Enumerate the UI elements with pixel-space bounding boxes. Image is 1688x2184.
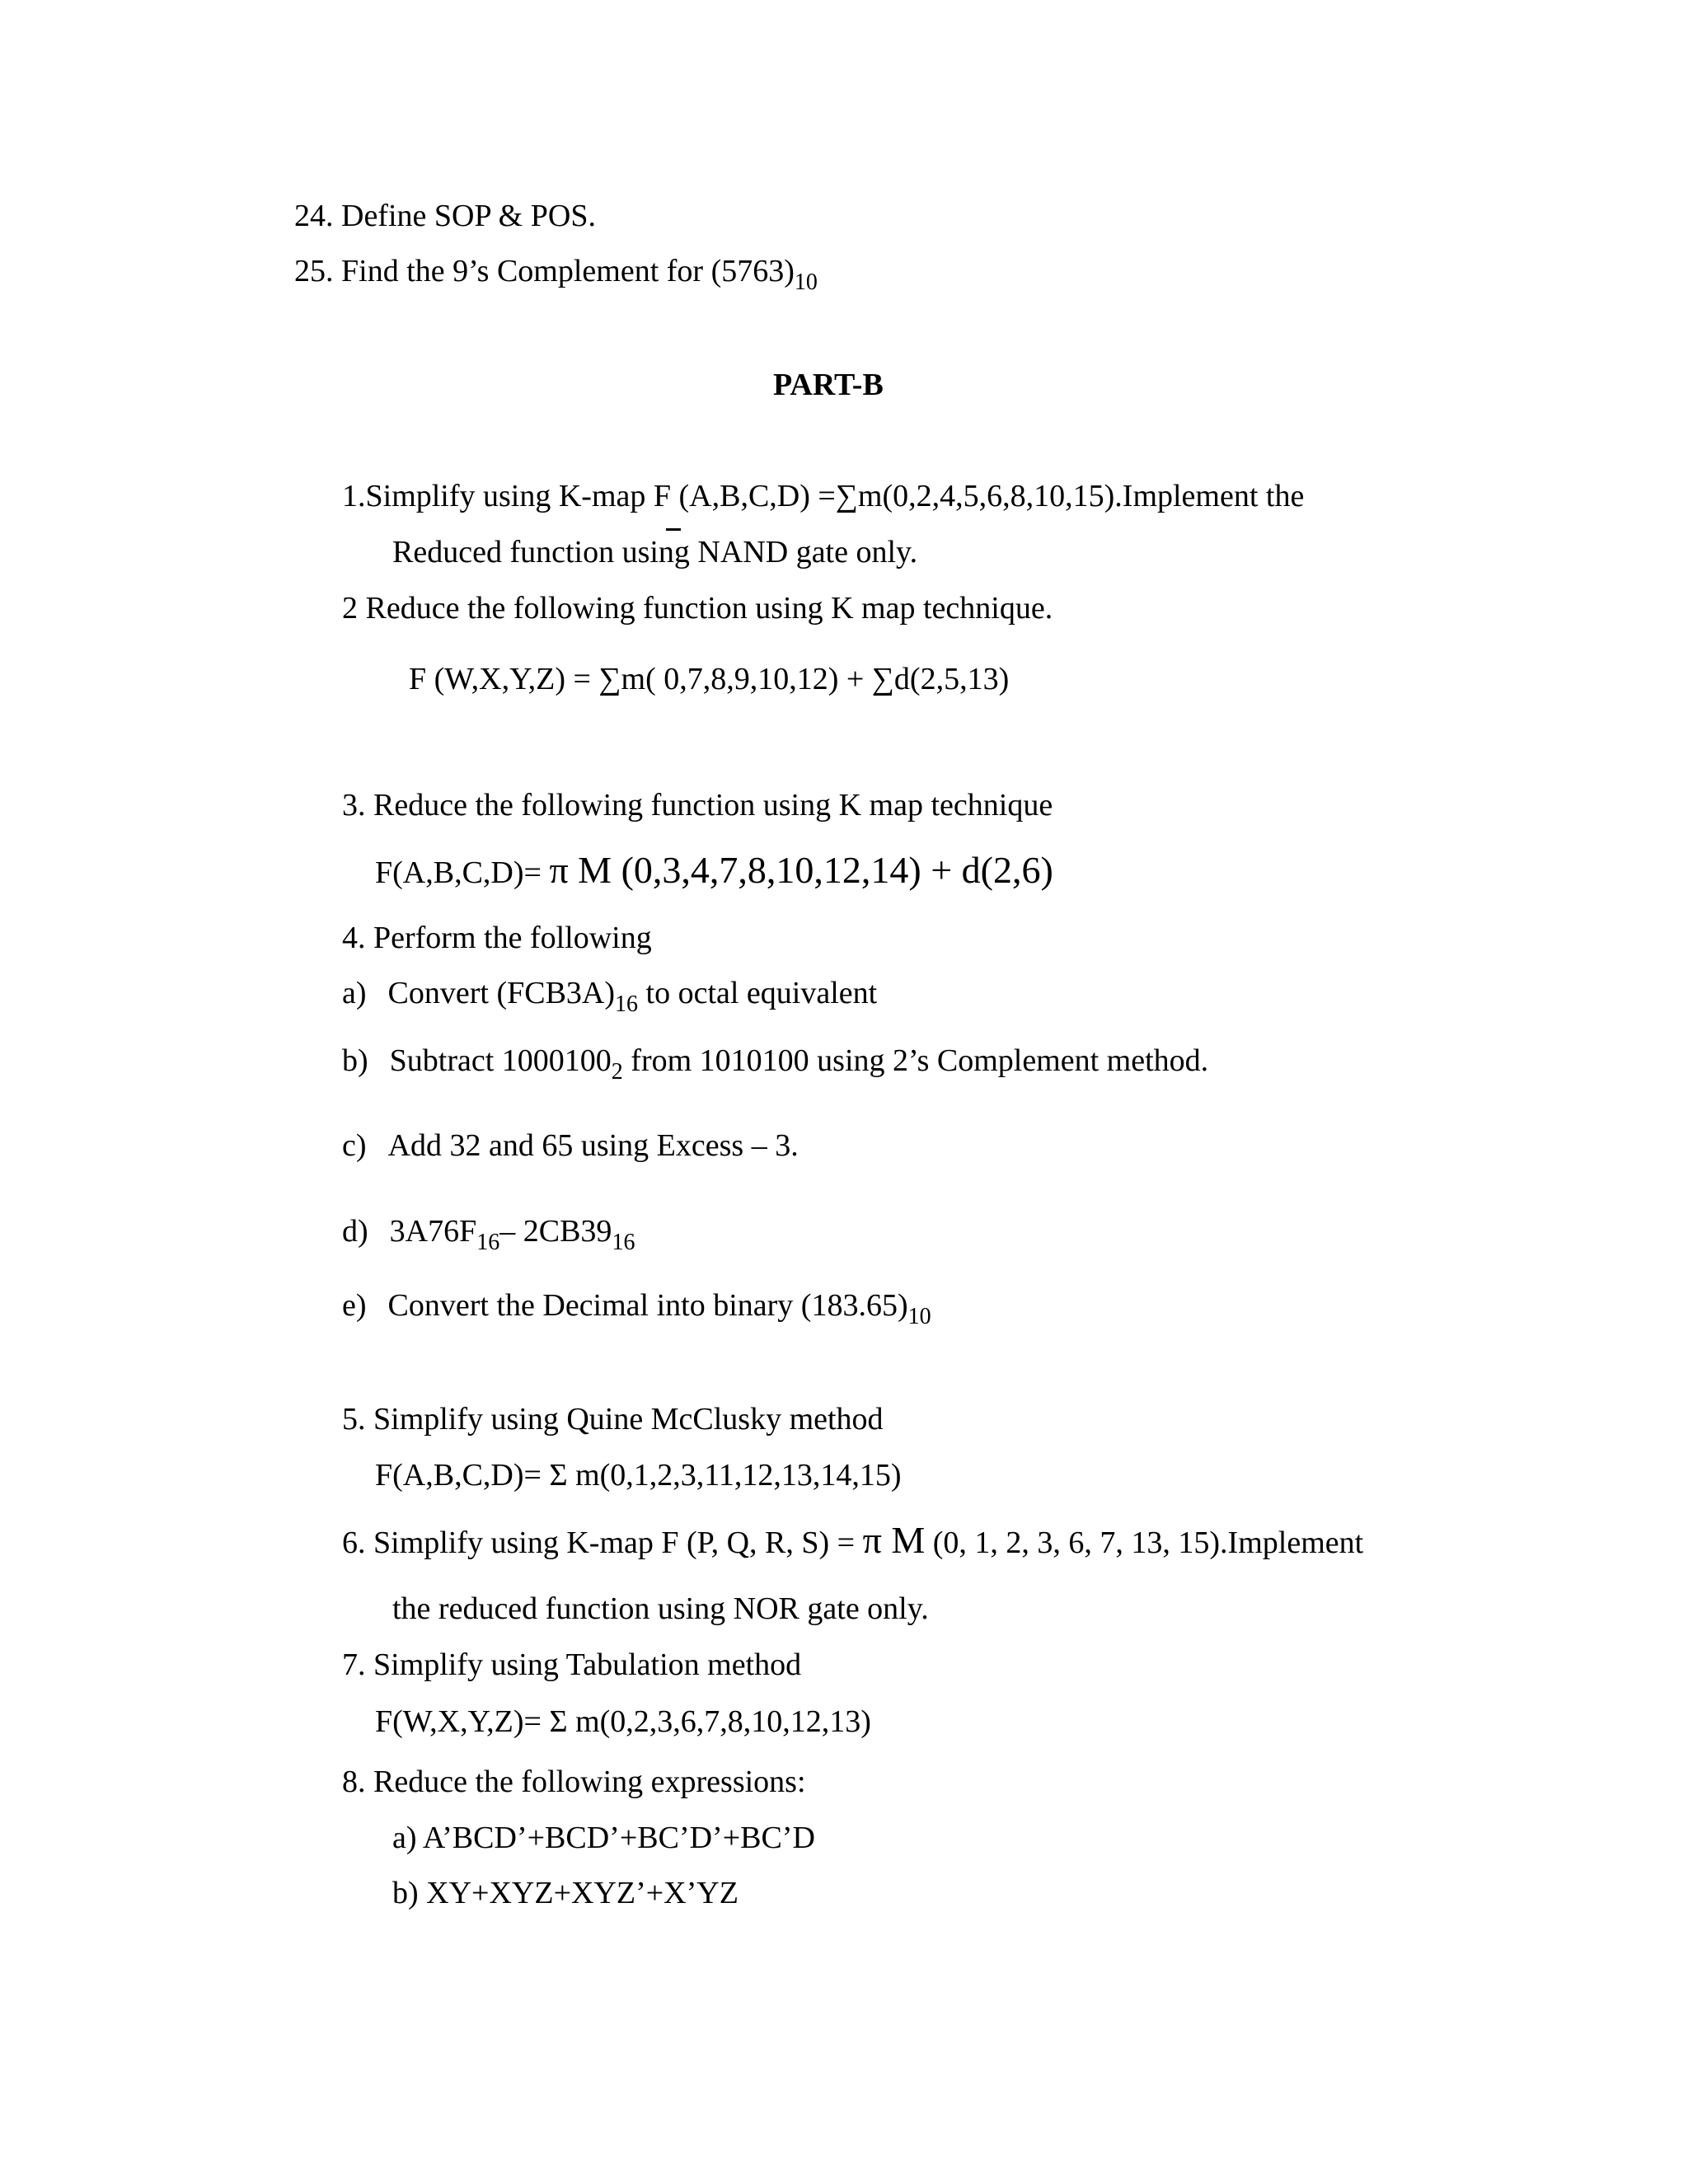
question-5-line-1: [342, 1401, 884, 1437]
question-4-a-post: to octal equivalent: [638, 976, 878, 1010]
question-4-e-pre: Convert the Decimal into binary (183.65): [387, 1288, 908, 1323]
question-4-b-label: b): [342, 1043, 368, 1078]
question-4-d-label: d): [342, 1214, 368, 1249]
question-5-text-1: 5. Simplify using Quine McClusky method: [342, 1402, 884, 1436]
question-24-text: 24. Define SOP & POS.: [294, 199, 596, 233]
question-4-title-text: 4. Perform the following: [342, 921, 652, 955]
question-4-d-base-2: 16: [612, 1230, 635, 1255]
question-3-expression: π M (0,3,4,7,8,10,12,14) + d(2,6): [549, 849, 1053, 891]
question-3-line-1: [342, 787, 1053, 823]
question-8-title: [342, 1764, 806, 1800]
part-b-heading-text: PART-B: [773, 368, 884, 402]
question-6-symbol: π M: [862, 1519, 926, 1561]
question-4-a-base: 16: [615, 991, 639, 1017]
question-6-post: (0, 1, 2, 3, 6, 7, 13, 15).Implement: [925, 1526, 1364, 1560]
question-2-text-2: F (W,X,Y,Z) = ∑m( 0,7,8,9,10,12) + ∑d(2,5,13): [409, 662, 1010, 696]
question-6-line-2: [392, 1591, 929, 1627]
question-7-line-2: [375, 1704, 871, 1740]
question-4-d-mid: – 2CB39: [499, 1214, 612, 1249]
question-5-text-2: F(A,B,C,D)= Σ m(0,1,2,3,11,12,13,14,15): [375, 1458, 902, 1493]
question-4-e-base: 10: [907, 1304, 931, 1329]
question-6-line-1: [342, 1519, 1364, 1561]
question-25: [294, 253, 818, 293]
question-6-pre: 6. Simplify using K-map F (P, Q, R, S) =: [342, 1526, 863, 1560]
question-4-c-label: c): [342, 1128, 367, 1163]
question-3-line-2: [375, 849, 1053, 891]
question-2-line-2: [409, 661, 1009, 697]
question-3-prefix: F(A,B,C,D)=: [375, 855, 542, 890]
question-4-c: [342, 1127, 799, 1164]
question-4-title: [342, 920, 652, 956]
question-4-b-post: from 1010100 using 2’s Complement method.: [622, 1043, 1209, 1078]
question-4-d-base-1: 16: [476, 1230, 500, 1255]
question-8-a-text: a) A’BCD’+BCD’+BC’D’+BC’D: [392, 1821, 815, 1855]
question-4-e-label: e): [342, 1288, 367, 1323]
question-7-text-1: 7. Simplify using Tabulation method: [342, 1647, 802, 1682]
question-25-base: 10: [794, 269, 818, 295]
question-4-a: [342, 975, 877, 1015]
question-4-d: [342, 1213, 635, 1253]
question-1-text-1: 1.Simplify using K-map F (A,B,C,D) =∑m(0,2,4,5,6,8,10,15).Implement the: [342, 479, 1305, 513]
question-24: [294, 198, 596, 234]
question-2-line-1: [342, 590, 1053, 626]
question-8-a: [392, 1820, 815, 1856]
question-8-b-text: b) XY+XYZ+XYZ’+X’YZ: [392, 1876, 738, 1910]
part-b-heading: [773, 367, 884, 403]
question-4-e: [342, 1287, 931, 1327]
question-4-a-pre: Convert (FCB3A): [387, 976, 616, 1010]
question-1-line-2: [392, 534, 917, 570]
question-4-b-pre: Subtract 1000100: [389, 1043, 612, 1078]
question-2-text-1: 2 Reduce the following function using K map technique.: [342, 591, 1053, 626]
question-4-d-pre: 3A76F: [389, 1214, 477, 1249]
question-1-text-2: Reduced function using NAND gate only.: [392, 535, 918, 569]
question-1-line-1: [342, 478, 1304, 514]
question-3-text-1: 3. Reduce the following function using K map technique: [342, 788, 1053, 823]
question-8-b: [392, 1875, 738, 1911]
overbar-mark: [666, 528, 681, 531]
question-4-b: [342, 1043, 1209, 1085]
question-5-line-2: [375, 1457, 902, 1493]
question-7-text-2: F(W,X,Y,Z)= Σ m(0,2,3,6,7,8,10,12,13): [375, 1704, 871, 1739]
question-4-a-label: a): [342, 976, 367, 1010]
question-4-c-text: Add 32 and 65 using Excess – 3.: [387, 1128, 799, 1163]
question-6-text-2: the reduced function using NOR gate only.: [392, 1591, 929, 1626]
question-25-text: 25. Find the 9’s Complement for (5763): [294, 254, 795, 288]
question-4-b-base: 2: [611, 1059, 623, 1085]
question-8-title-text: 8. Reduce the following expressions:: [342, 1765, 806, 1799]
question-7-line-1: [342, 1647, 801, 1683]
